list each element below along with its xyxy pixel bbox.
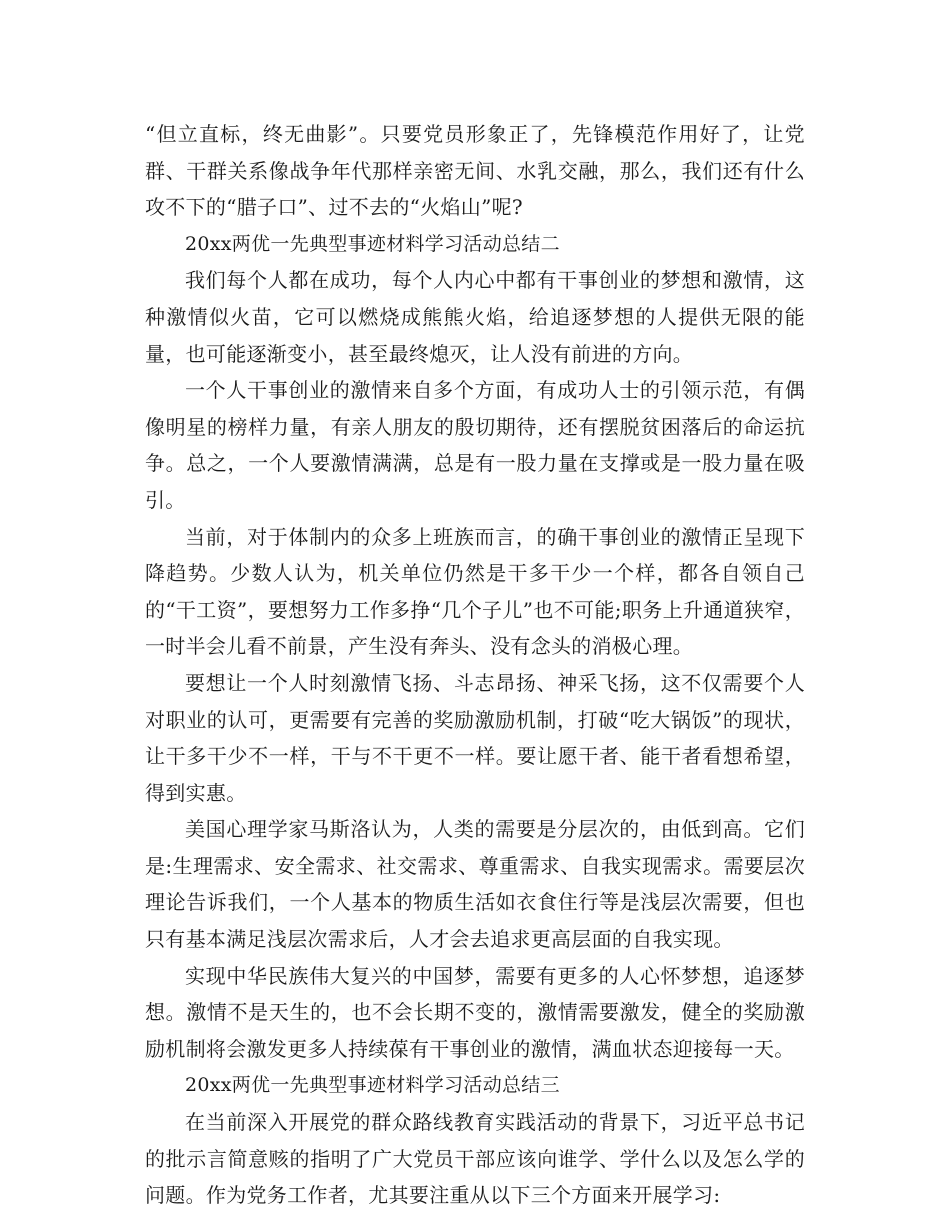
- document-body: [145, 116, 805, 1214]
- paragraph: 实现中华民族伟大复兴的中国梦，需要有更多的人心怀梦想，追逐梦想。激情不是天生的，也不会长期不变的，激情需要激发，健全的奖励激励机制将会激发更多人持续葆有干事创业的激情，满血状态迎接每一天。: [145, 963, 805, 1061]
- paragraph: 要想让一个人时刻激情飞扬、斗志昂扬、神采飞扬，这不仅需要个人对职业的认可，更需要有完善的奖励激励机制，打破“吃大锅饭”的现状，让干多干少不一样，干与不干更不一样。要让愿干者、能干者看想希望，得到实惠。: [145, 670, 805, 805]
- paragraph-continued: “但立直标，终无曲影”。只要党员形象正了，先锋模范作用好了，让党群、干群关系像战争年代那样亲密无间、水乳交融，那么，我们还有什么攻不下的“腊子口”、过不去的“火焰山”呢?: [145, 122, 805, 220]
- paragraph: 当前，对于体制内的众多上班族而言，的确干事创业的激情正呈现下降趋势。少数人认为，机关单位仍然是干多干少一个样，都各自领自己的“干工资”，要想努力工作多挣“几个子儿”也不可能;职务上升通道狭窄，一时半会儿看不前景，产生没有奔头、没有念头的消极心理。: [145, 524, 805, 659]
- paragraph: 美国心理学家马斯洛认为，人类的需要是分层次的，由低到高。它们是:生理需求、安全需求、社交需求、尊重需求、自我实现需求。需要层次理论告诉我们，一个人基本的物质生活如衣食住行等是浅层次需要，但也只有基本满足浅层次需求后，人才会去追求更高层面的自我实现。: [145, 817, 805, 952]
- paragraph: 在当前深入开展党的群众路线教育实践活动的背景下，习近平总书记的批示言简意赅的指明了广大党员干部应该向谁学、学什么以及怎么学的问题。作为党务工作者，尤其要注重从以下三个方面来开展学习:: [145, 1110, 805, 1208]
- section-heading-three: 20xx两优一先典型事迹材料学习活动总结三: [185, 1074, 560, 1097]
- paragraph: 我们每个人都在成功，每个人内心中都有干事创业的梦想和激情，这种激情似火苗，它可以燃烧成熊熊火焰，给追逐梦想的人提供无限的能量，也可能逐渐变小，甚至最终熄灭，让人没有前进的方向。: [145, 268, 805, 366]
- paragraph: 一个人干事创业的激情来自多个方面，有成功人士的引领示范，有偶像明星的榜样力量，有亲人朋友的殷切期待，还有摆脱贫困落后的命运抗争。总之，一个人要激情满满，总是有一股力量在支撑或是一股力量在吸引。: [145, 378, 805, 512]
- section-heading-two: 20xx两优一先典型事迹材料学习活动总结二: [185, 232, 560, 255]
